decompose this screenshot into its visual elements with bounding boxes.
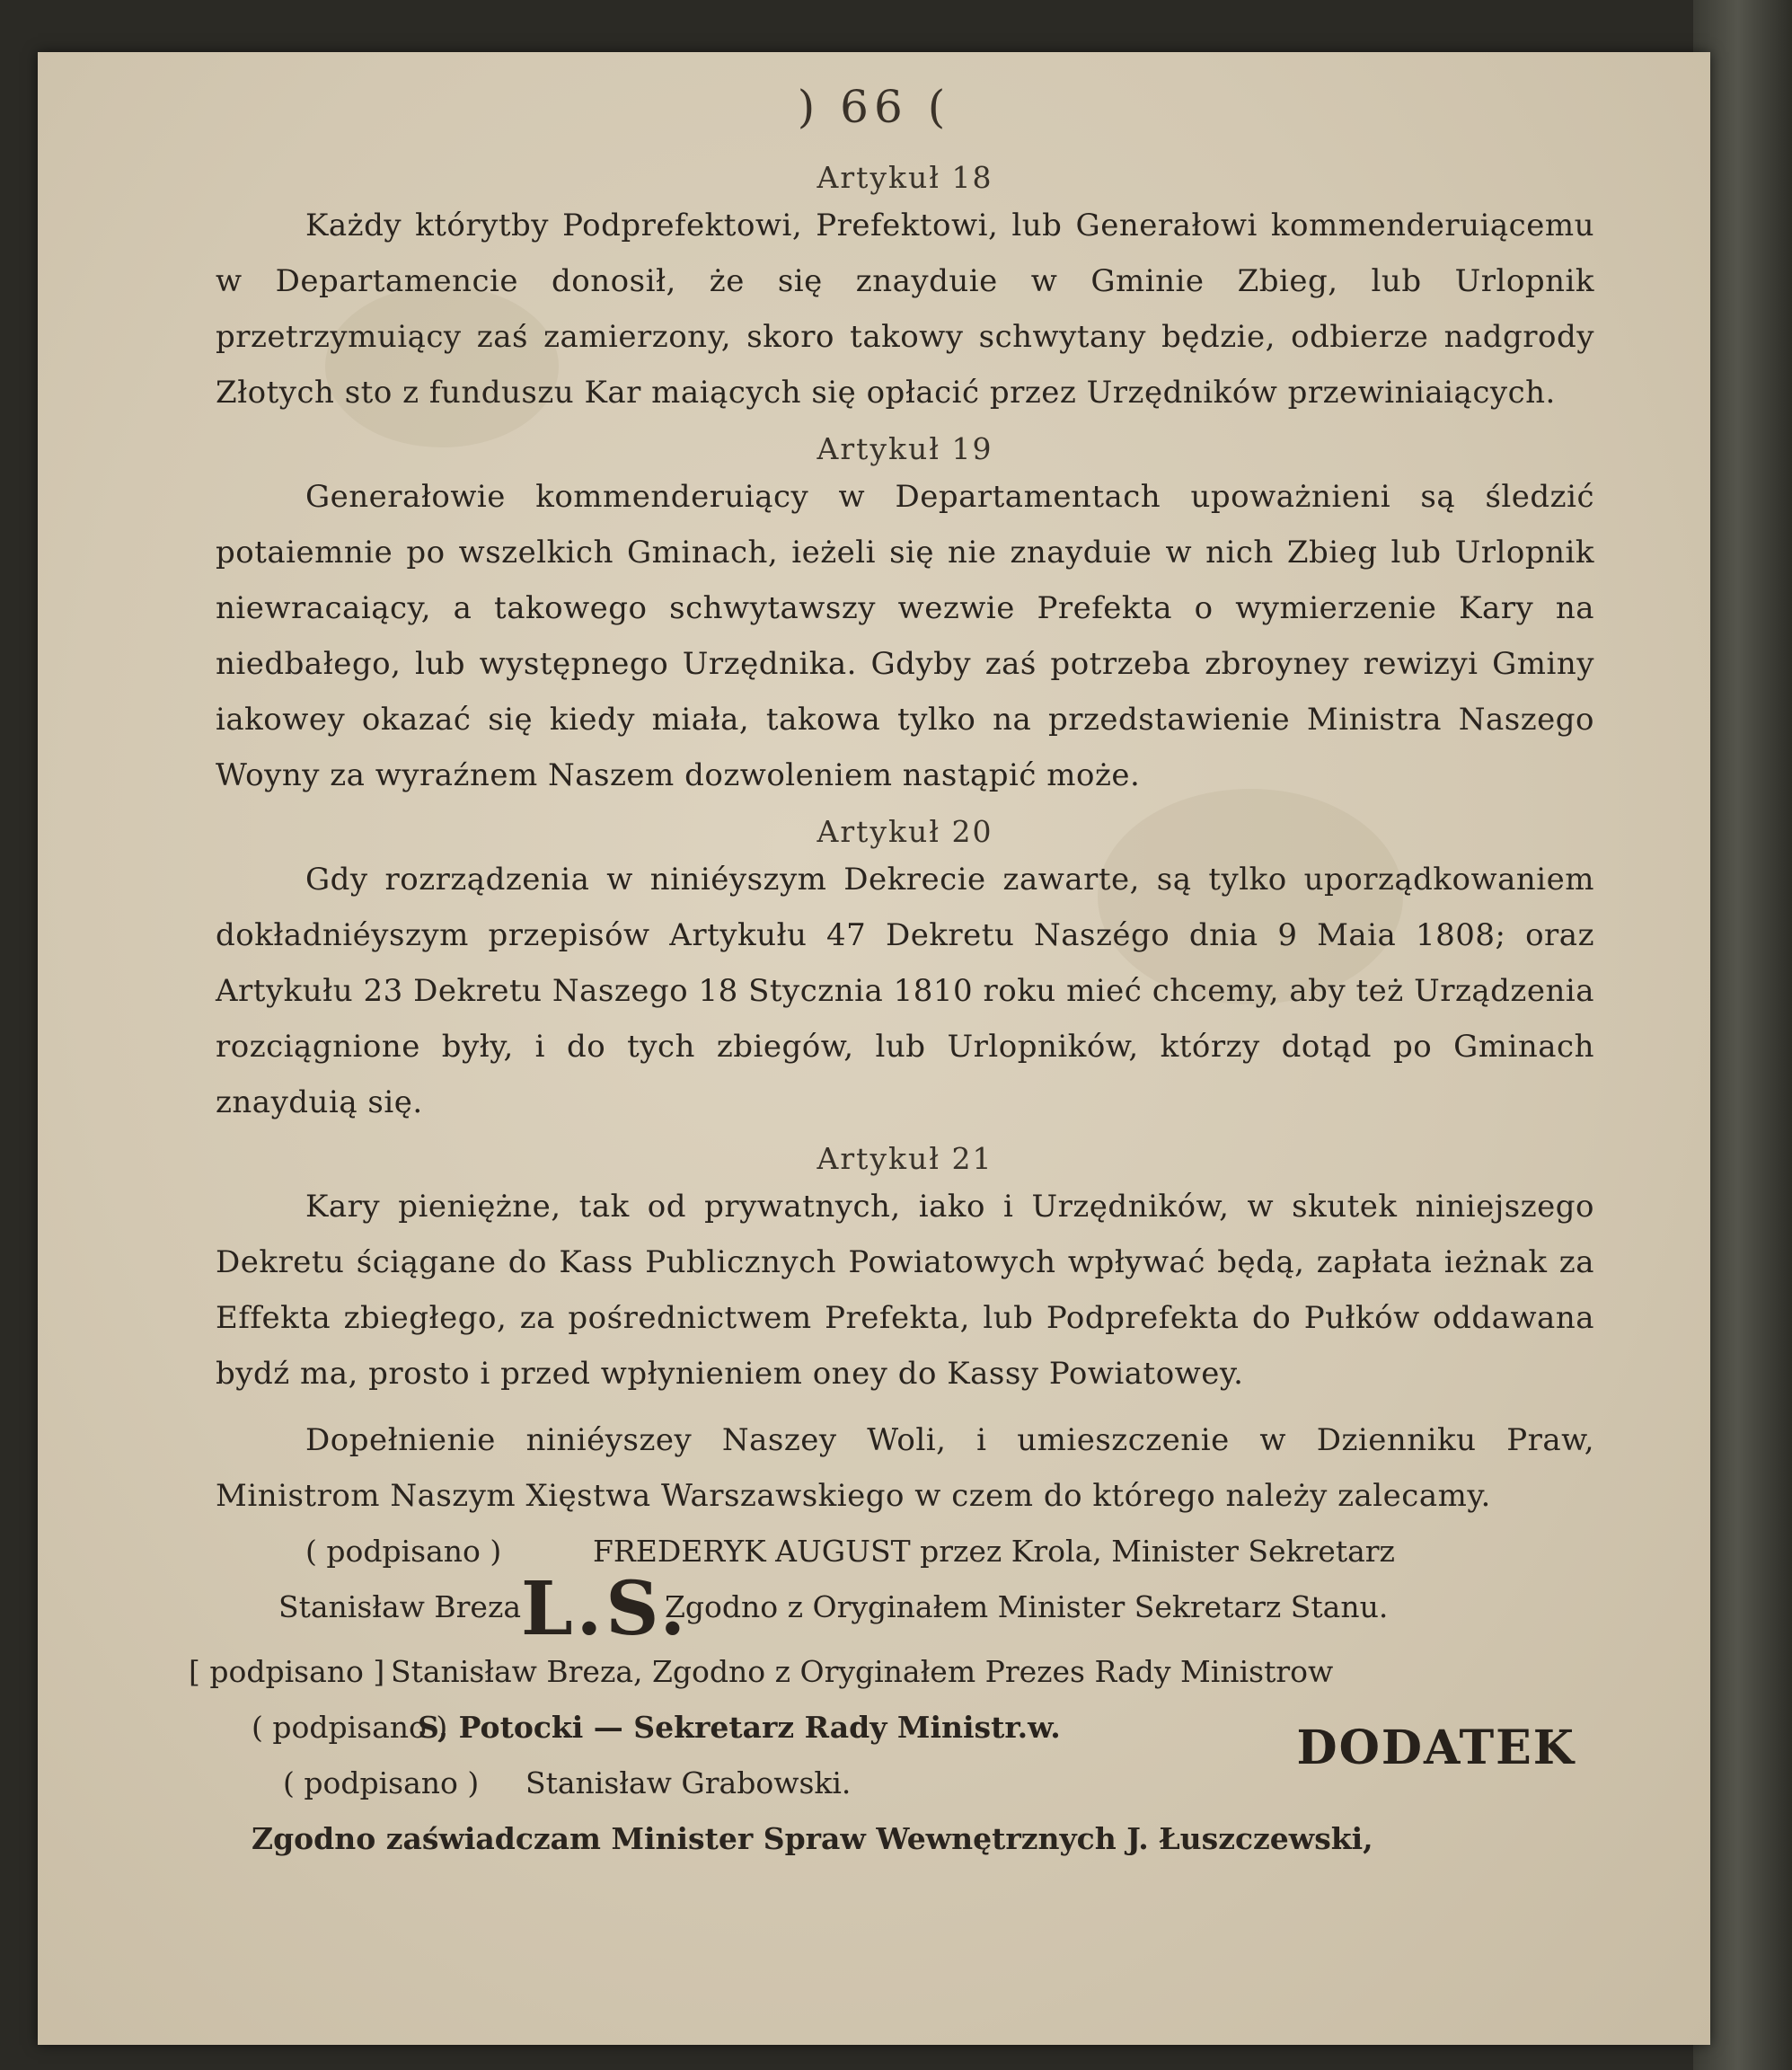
signature-label: ( podpisano )	[283, 1765, 480, 1800]
signature-name: Stanisław Breza	[278, 1589, 522, 1624]
document-page	[38, 52, 1710, 2045]
article-title: Artykuł 20	[817, 814, 993, 849]
article-title: Artykuł 21	[817, 1141, 993, 1176]
article-text: Gdy rozrządzenia w niniéyszym Dekrecie zawarte, są tylko uporządkowaniem dokładniéyszym przepisów Artykułu 47 Dekretu Naszégo dnia 9 Maia 1808; oraz Artykułu 23 Dekretu Naszego 18 Stycznia 1810 roku mieć chcemy, aby też Urządzenia rozciągnione były, i do tych zbiegów, lub Urlopników, którzy dotąd po Gminach znayduią się.	[216, 862, 1594, 1120]
article-text: Każdy którytby Podprefektowi, Prefektowi, lub Generałowi kommenderuiącemu w Departamencie donosił, że się znayduie w Gminie Zbieg, lub Urlopnik przetrzymuiący zaś zamierzony, skoro takowy schwytany będzie, odbierze nadgrody Złotych sto z funduszu Kar maiących się opłacić przez Urzędników przewiniaiących.	[216, 208, 1594, 411]
signature-label: [ podpisano ]	[189, 1654, 385, 1689]
attestation-text: Zgodno zaświadczam Minister Spraw Wewnętrznych J. Łuszczewski,	[252, 1821, 1373, 1856]
article-18	[216, 158, 1594, 420]
seal-mark: L.S.	[521, 1566, 690, 1652]
signature-label: ( podpisano )	[305, 1534, 502, 1569]
signature-row	[216, 1566, 1594, 1652]
signature-block	[189, 1524, 1594, 1867]
article-title: Artykuł 18	[817, 160, 993, 195]
signature-row	[189, 1644, 1594, 1700]
article-title: Artykuł 19	[817, 431, 993, 466]
signature-row	[216, 1811, 1594, 1867]
signature-text: Stanisław Grabowski.	[525, 1765, 852, 1800]
signature-row	[216, 1524, 1594, 1579]
signature-text: FREDERYK AUGUST przez Krola, Minister Sekretarz	[593, 1534, 1395, 1569]
signature-text: Zgodno z Oryginałem Minister Sekretarz Stanu.	[665, 1589, 1389, 1624]
page-content	[189, 158, 1594, 1867]
catchword: DODATEK	[1296, 1721, 1576, 1775]
article-21	[216, 1139, 1594, 1402]
article-text: Generałowie kommenderuiący w Departamentach upoważnieni są śledzić potaiemnie po wszelkich Gminach, ieżeli się nie znayduie w nich Zbieg lub Urlopnik niewracaiący, a takowego schwytawszy wezwie Prefekta o wymierzenie Kary na niedbałego, lub występnego Urzędnika. Gdyby zaś potrzeba zbroyney rewizyi Gminy iakowey okazać się kiedy miała, takowa tylko na przedstawienie Ministra Naszego Woyny za wyraźnem Naszem dozwoleniem nastąpić może.	[216, 479, 1594, 793]
article-text: Kary pieniężne, tak od prywatnych, iako i Urzędników, w skutek niniejszego Dekretu ściągane do Kass Publicznych Powiatowych wpływać będą, zapłata ieżnak za Effekta zbiegłego, za pośrednictwem Prefekta, lub Podprefekta do Pułków oddawana bydź ma, prosto i przed wpłynieniem oney do Kassy Powiatowey.	[216, 1189, 1594, 1392]
signature-text: S, Potocki — Sekretarz Rady Ministr.w.	[418, 1710, 1061, 1745]
article-20	[216, 812, 1594, 1130]
page-number: ) 66 (	[797, 81, 951, 133]
article-19	[216, 429, 1594, 803]
signature-text: Stanisław Breza, Zgodno z Oryginałem Prezes Rady Ministrow	[391, 1654, 1334, 1689]
closing-paragraph: Dopełnienie niniéyszey Naszey Woli, i umieszczenie w Dzienniku Praw, Ministrom Naszym Xięstwa Warszawskiego w czem do którego należy zalecamy.	[216, 1422, 1594, 1514]
signature-label: ( podpisano )	[252, 1710, 448, 1745]
